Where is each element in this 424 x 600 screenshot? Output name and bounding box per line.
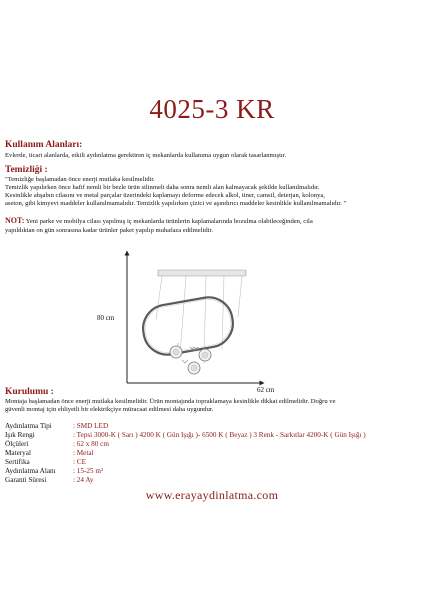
cleaning-line: Kesinlikle ahşabın cilasını ve metal parçalar üzerindeki kaplamayı deforme edecek alkol, tiner, camsil, deterjan, kolonya, [5, 192, 325, 200]
spec-value: : 62 x 80 cm [73, 440, 109, 448]
product-dimension-diagram [0, 245, 424, 395]
installation-line: güvenli montaj için ehliyetli bir elektrikçiye müracaat edilmesi daha uygundur. [5, 406, 214, 414]
installation-line: Montaja başlamadan önce enerji mutlaka kesilmelidir. Ürün montajında topraklamaya kesinlikle dikkat edilmelidir. Doğru ve [5, 398, 336, 405]
spec-label: Materyal [5, 449, 31, 457]
spec-value: : SMD LED [73, 422, 109, 430]
spec-label: Ölçüleri [5, 440, 29, 448]
spec-value: : 24 Ay [73, 476, 94, 484]
installation-text [5, 398, 421, 414]
installation-heading: Kurulumu : [5, 387, 54, 397]
website-link[interactable]: www.erayaydinlatma.com [145, 488, 279, 502]
spec-label: Aydınlatma Tipi [5, 422, 52, 430]
spec-value: : Metal [73, 449, 94, 457]
cleaning-line: aseton, gibi kimyevi maddeler kullanılmamalıdır. Temizlik yapılırken çizici ve aşındırıcı maddeler kesinlikle kullanılmamalıdır. " [5, 200, 347, 208]
spec-value: : 15-25 m² [73, 467, 104, 475]
note-text-2: yapıldıktan on gün sonrasına kadar ürünler paket yapılıp muhafaza edilmelidir. [5, 227, 214, 234]
note-line-1 [5, 216, 421, 226]
usage-text: Evlerde, ticari alanlarda, etkili aydınlatma gerektiren iç mekanlarda kullanıma uygun olarak tasarlanmıştır. [5, 152, 287, 159]
spec-label: Sertifika [5, 458, 30, 466]
note-text-1: Yeni parke ve mobilya cilası yapılmış iç mekanlarda ürünlerin kaplamalarında bozulma olabileceğinden, cila [24, 218, 313, 225]
cleaning-line: "Temizliğe başlamadan önce enerji mutlaka kesilmelidir. [5, 176, 155, 183]
spec-label: Işık Rengi [5, 431, 35, 439]
spec-value: : Tepsi 3000-K ( Sarı ) 4200 K ( Gün Işığı )- 6500 K ( Beyaz ) 3 Renk - Sarkıtlar 4200-K ( Gün Işığı ) [73, 431, 366, 439]
note-block [5, 216, 421, 235]
spec-label: Aydınlatma Alanı [5, 467, 56, 475]
cleaning-text [5, 176, 421, 208]
note-label: NOT: [5, 216, 25, 225]
spec-value: : CE [73, 458, 86, 466]
cleaning-line: Temizlik yapılırken önce hafif nemli bir bezle ürün silinmeli daha sonra nemli alan kalmayacak şekilde kullanılmalıdır. [5, 184, 320, 192]
usage-heading: Kullanım Alanları: [5, 140, 83, 150]
width-dimension-label: 62 cm [257, 386, 275, 394]
cleaning-heading: Temizliği : [5, 165, 48, 175]
ceiling-canopy [158, 270, 246, 276]
spec-label: Garanti Süresi [5, 476, 47, 484]
product-code-title: 4025-3 KR [149, 94, 275, 124]
height-dimension-label: 80 cm [97, 314, 115, 322]
